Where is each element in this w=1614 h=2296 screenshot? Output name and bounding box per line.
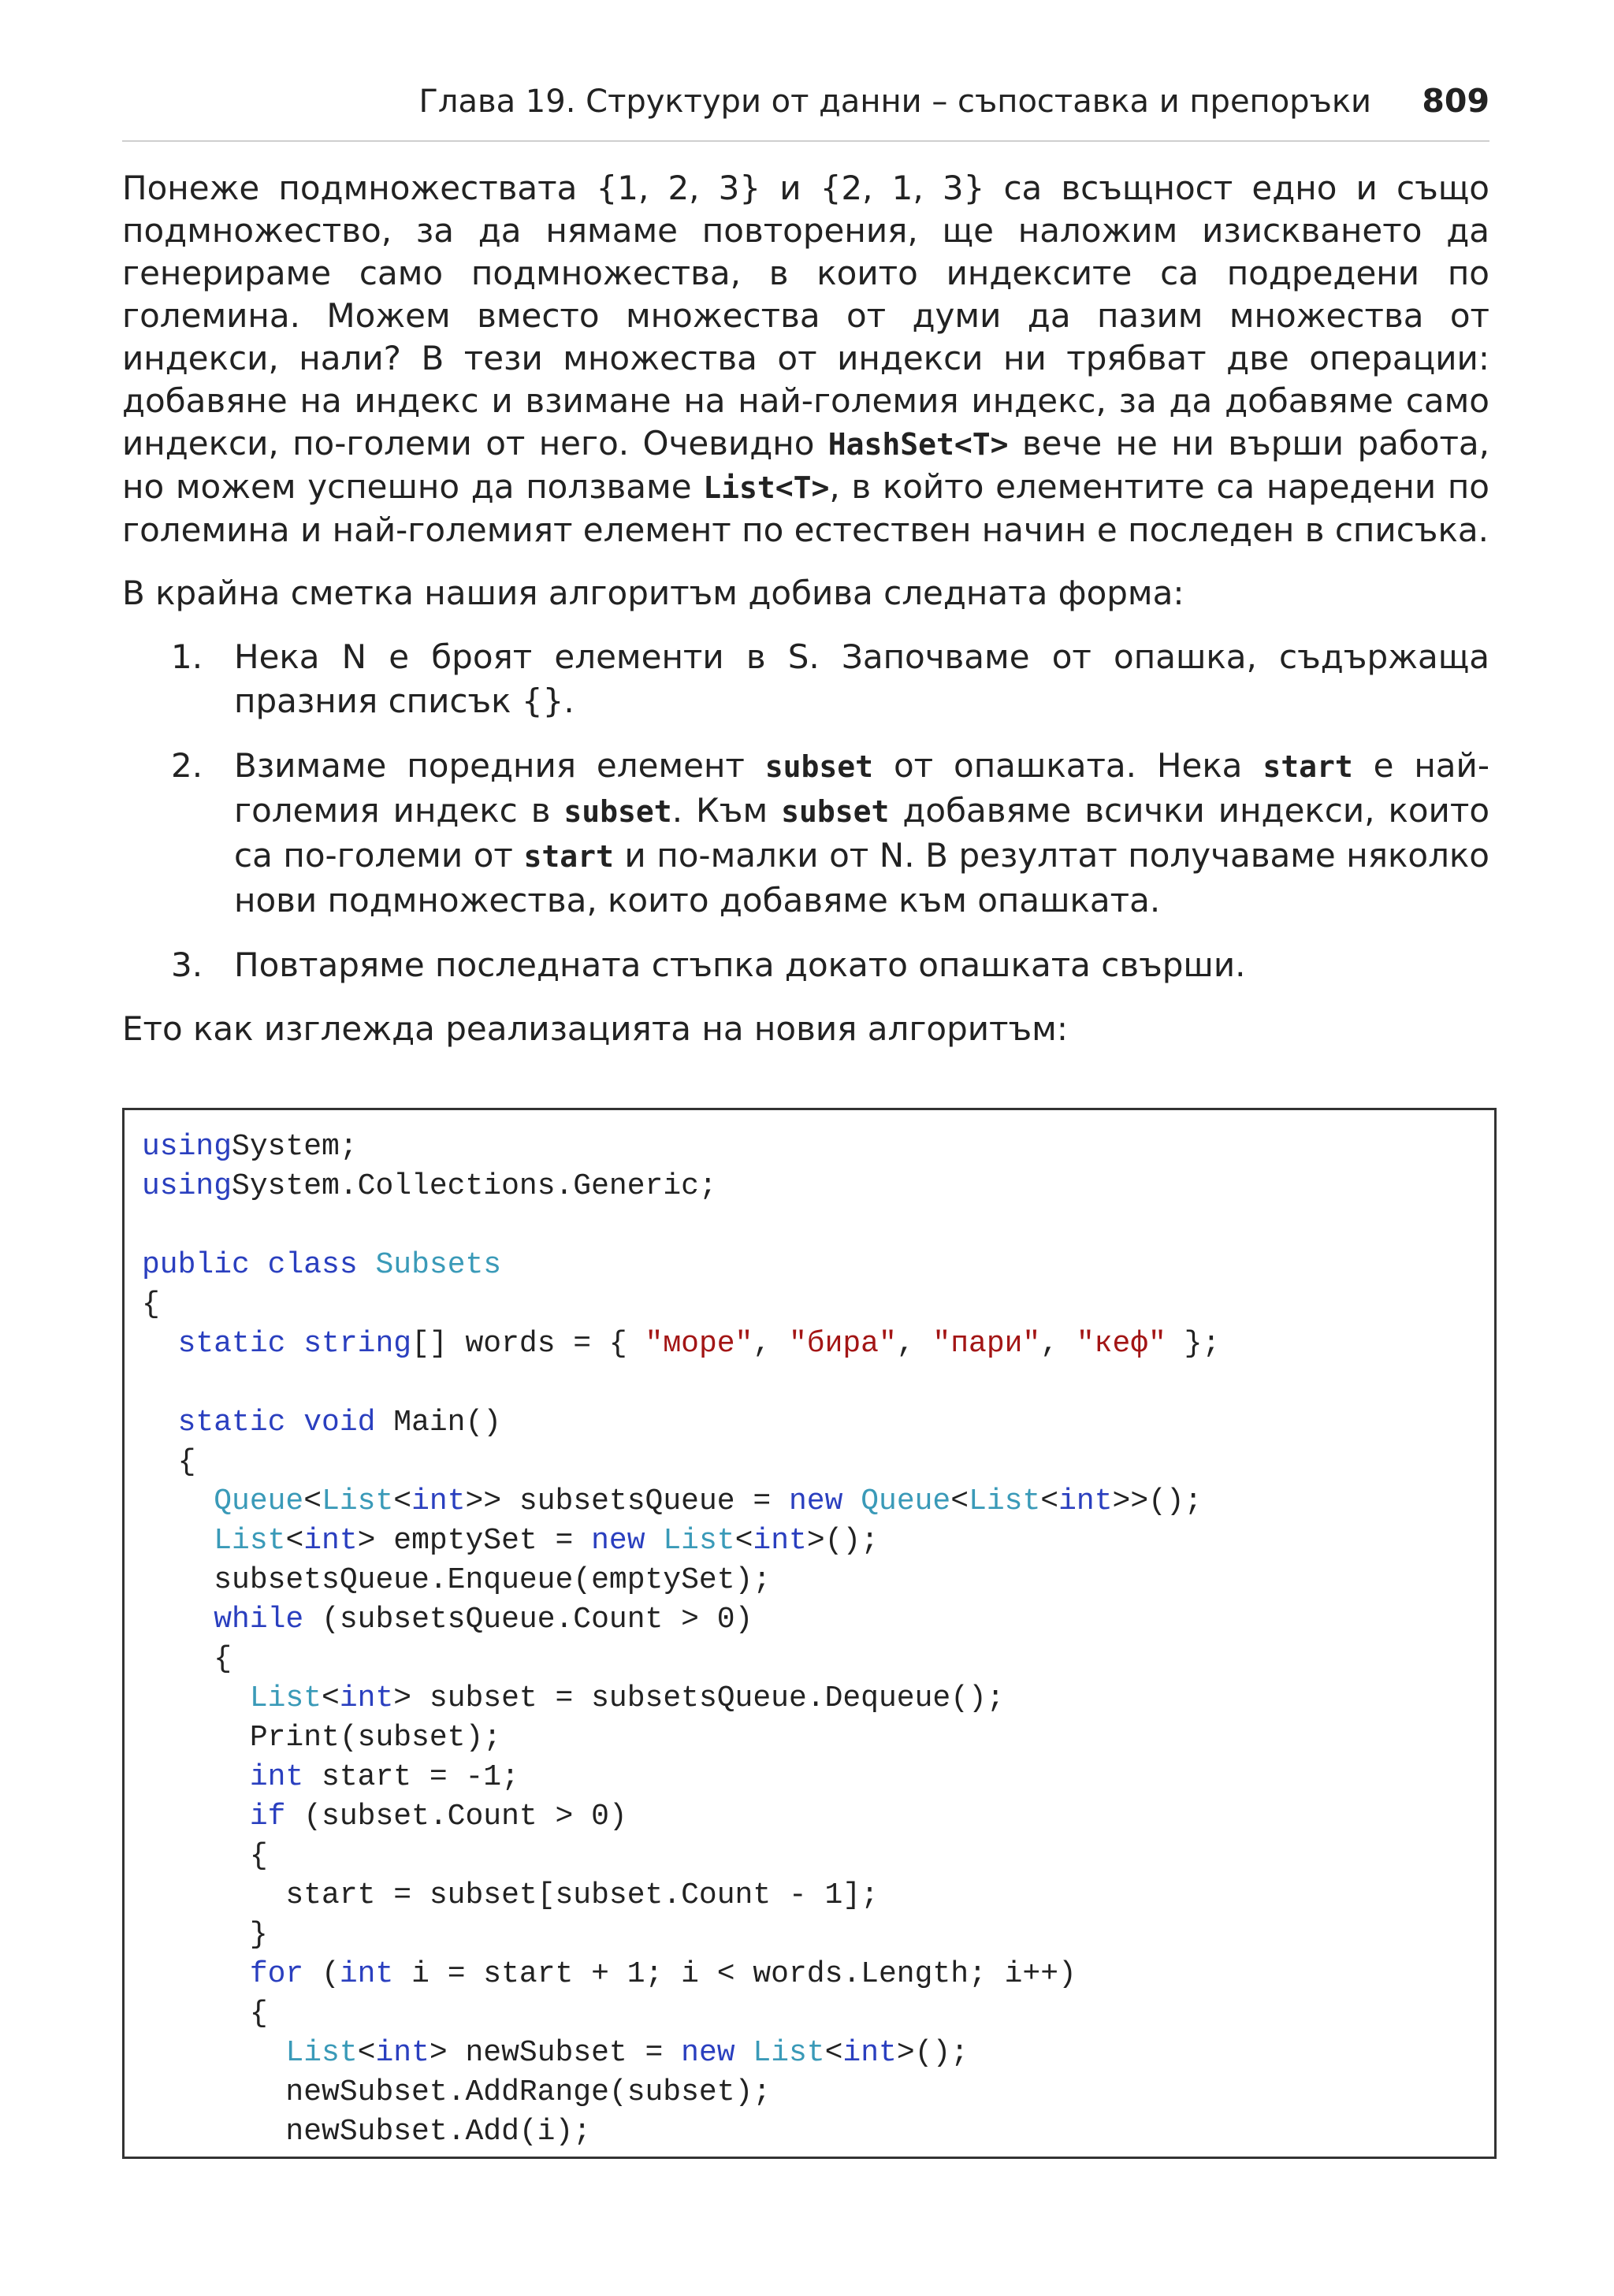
code-token: (	[303, 1957, 340, 1991]
code-token: <	[1040, 1484, 1059, 1518]
algorithm-steps	[122, 635, 1489, 987]
code-token: Subsets	[375, 1248, 502, 1282]
code-token: [] words = {	[411, 1327, 645, 1361]
code-token: int	[375, 2036, 430, 2070]
code-token: start = -1;	[303, 1760, 519, 1794]
code-line	[142, 1994, 1494, 2034]
code-token: class	[267, 1248, 358, 1282]
inline-code: start	[1263, 749, 1353, 784]
code-token	[142, 2036, 285, 2070]
code-token: int	[249, 1760, 304, 1794]
code-token	[142, 1800, 250, 1833]
code-token: Queue	[214, 1484, 304, 1518]
code-token: for	[249, 1957, 304, 1991]
code-token: if	[249, 1800, 286, 1833]
page-header	[122, 79, 1489, 142]
code-token: void	[303, 1406, 376, 1440]
inline-code: subset	[563, 794, 672, 829]
page-number: 809	[1422, 82, 1489, 120]
code-listing	[122, 1108, 1497, 2159]
code-token: using	[142, 1130, 232, 1164]
code-token: <	[303, 1484, 322, 1518]
code-token: List	[969, 1484, 1041, 1518]
list-item	[122, 744, 1489, 923]
code-token: Print(subset);	[142, 1721, 502, 1755]
code-line	[142, 2034, 1494, 2073]
code-token: int	[339, 1681, 394, 1715]
code-line	[142, 1482, 1494, 1521]
code-token	[142, 1603, 214, 1637]
text-run: Понеже подмножествата {1, 2, 3} и {2, 1, 3} са всъщност едно и също подмножество, за да нямаме повторения, ще наложим изискването да генерираме само подмножества, в които индексите са подредени по големина. Можем вместо множества от думи да пазим множества от индекси, нали? В тези множества от индекси ни трябват две операции: добавяне на индекс и взимане на най-големия индекс, за да добавяме само индекси, по-големи от него. Очевидно	[122, 169, 1489, 463]
code-token: System;	[232, 1130, 358, 1164]
code-token: string	[303, 1327, 412, 1361]
code-line	[142, 1718, 1494, 1758]
code-token: <	[285, 1524, 304, 1558]
list-item	[122, 635, 1489, 723]
code-token: (subset.Count > 0)	[285, 1800, 627, 1833]
code-token: new	[788, 1484, 843, 1518]
code-token: "кеф"	[1076, 1327, 1166, 1361]
code-token: "бира"	[788, 1327, 897, 1361]
code-token: new	[591, 1524, 645, 1558]
code-line	[142, 1837, 1494, 1876]
code-token	[358, 1248, 376, 1282]
text-run: от опашката. Нека	[873, 746, 1263, 785]
text-run: Повтаряме последната стъпка докато опашката свърши.	[234, 946, 1246, 984]
code-token: int	[753, 1524, 807, 1558]
list-number: 1.	[171, 637, 203, 676]
code-token: public	[142, 1248, 250, 1282]
code-token: using	[142, 1169, 232, 1203]
code-line	[142, 1128, 1494, 1167]
code-line	[142, 1443, 1494, 1482]
code-token: {	[142, 1445, 196, 1479]
code-token: > subset = subsetsQueue.Dequeue();	[393, 1681, 1005, 1715]
code-token: start = subset[subset.Count - 1];	[142, 1878, 879, 1912]
code-token	[142, 1327, 178, 1361]
list-number: 2.	[171, 746, 203, 785]
code-token	[735, 2036, 753, 2070]
code-token: >>();	[1112, 1484, 1203, 1518]
code-line	[142, 1797, 1494, 1837]
code-line	[142, 1521, 1494, 1561]
code-token: "море"	[645, 1327, 753, 1361]
code-line	[142, 1915, 1494, 1955]
code-token: ,	[896, 1327, 933, 1361]
code-token: > emptySet =	[357, 1524, 592, 1558]
code-token	[142, 1524, 214, 1558]
code-line	[142, 1955, 1494, 1994]
code-token: (subsetsQueue.Count > 0)	[303, 1603, 753, 1637]
text-run: добавяме всички индекси, които са по-големи от	[234, 791, 1490, 875]
text-run: Взимаме поредния елемент	[234, 746, 765, 785]
code-line	[142, 1876, 1494, 1915]
code-token: <	[950, 1484, 969, 1518]
code-token: <	[357, 2036, 376, 2070]
code-token	[285, 1406, 303, 1440]
paragraph	[122, 167, 1489, 552]
code-token: List	[214, 1524, 286, 1558]
code-token: while	[214, 1603, 304, 1637]
code-line	[142, 1403, 1494, 1443]
inline-code: HashSet<T>	[827, 427, 1009, 462]
code-token: };	[1166, 1327, 1221, 1361]
code-token: List	[753, 2036, 825, 2070]
code-token: Main()	[375, 1406, 502, 1440]
code-token: static	[177, 1327, 286, 1361]
inline-code: start	[523, 839, 614, 874]
inline-code: subset	[764, 749, 874, 784]
chapter-title: Глава 19. Структури от данни – съпоставка и препоръки	[418, 84, 1371, 120]
inline-code: subset	[781, 794, 890, 829]
code-token: {	[142, 1642, 232, 1676]
code-token: ,	[1040, 1327, 1077, 1361]
code-line	[142, 2112, 1494, 2152]
code-token: {	[142, 1287, 160, 1321]
code-token	[142, 1681, 250, 1715]
code-token	[250, 1248, 268, 1282]
code-token: }	[142, 1918, 268, 1952]
paragraph: В крайна сметка нашия алгоритъм добива следната форма:	[122, 574, 1184, 612]
list-item	[122, 943, 1489, 987]
code-token: new	[681, 2036, 735, 2070]
code-token: >> subsetsQueue =	[465, 1484, 789, 1518]
code-line	[142, 1758, 1494, 1797]
code-token: int	[842, 2036, 897, 2070]
code-token: List	[663, 1524, 735, 1558]
code-line	[142, 1600, 1494, 1640]
code-token: > newSubset =	[429, 2036, 682, 2070]
text-run: вече не ни върши работа, но можем успешно да ползваме	[122, 424, 1489, 506]
inline-code: List<T>	[703, 470, 830, 505]
code-line	[142, 1364, 1494, 1403]
code-token: newSubset.AddRange(subset);	[142, 2075, 772, 2109]
code-line	[142, 1285, 1494, 1324]
code-token: int	[339, 1957, 394, 1991]
code-token: ,	[753, 1327, 789, 1361]
code-token	[142, 1406, 178, 1440]
code-line	[142, 1324, 1494, 1364]
code-token: <	[824, 2036, 843, 2070]
code-line	[142, 1246, 1494, 1285]
code-token: static	[177, 1406, 286, 1440]
code-token	[645, 1524, 664, 1558]
code-token	[142, 1760, 250, 1794]
code-token: i = start + 1; i < words.Length; i++)	[393, 1957, 1077, 1991]
text-run: е най-големия индекс в	[234, 746, 1489, 830]
code-line	[142, 2073, 1494, 2112]
code-token	[285, 1327, 303, 1361]
code-token: int	[411, 1484, 466, 1518]
code-token: List	[322, 1484, 394, 1518]
list-number: 3.	[171, 946, 203, 984]
code-token: System.Collections.Generic;	[232, 1169, 717, 1203]
code-token: int	[1058, 1484, 1113, 1518]
code-token: <	[322, 1681, 340, 1715]
code-token: newSubset.Add(i);	[142, 2115, 592, 2149]
code-token: subsetsQueue.Enqueue(emptySet);	[142, 1563, 772, 1597]
code-token: int	[303, 1524, 358, 1558]
text-run: и по-малки от N. В резултат получаваме няколко нови подмножества, които добавяме към опашката.	[234, 836, 1489, 920]
code-token	[842, 1484, 861, 1518]
code-token: {	[142, 1839, 268, 1873]
code-token: "пари"	[932, 1327, 1041, 1361]
text-run: , в който елементите са наредени по големина и най-големият елемент по естествен начин е последен в списъка.	[122, 467, 1489, 549]
code-token: >();	[896, 2036, 969, 2070]
code-token: <	[393, 1484, 412, 1518]
text-run: . Към	[671, 791, 782, 830]
code-token	[142, 1957, 250, 1991]
code-line	[142, 1167, 1494, 1206]
code-token: {	[142, 1997, 268, 2030]
code-line	[142, 1679, 1494, 1718]
code-line	[142, 1206, 1494, 1246]
code-token: List	[249, 1681, 322, 1715]
code-line	[142, 1561, 1494, 1600]
code-token: >();	[806, 1524, 880, 1558]
code-token: <	[734, 1524, 753, 1558]
code-token	[142, 1484, 214, 1518]
text-run: Нека N е броят елементи в S. Започваме от опашка, съдържаща празния списък {}.	[234, 637, 1489, 720]
body-text	[122, 167, 1489, 1071]
paragraph: Ето как изглежда реализацията на новия алгоритъм:	[122, 1009, 1069, 1048]
code-line	[142, 1640, 1494, 1679]
code-token: Queue	[861, 1484, 951, 1518]
code-token: List	[285, 2036, 358, 2070]
